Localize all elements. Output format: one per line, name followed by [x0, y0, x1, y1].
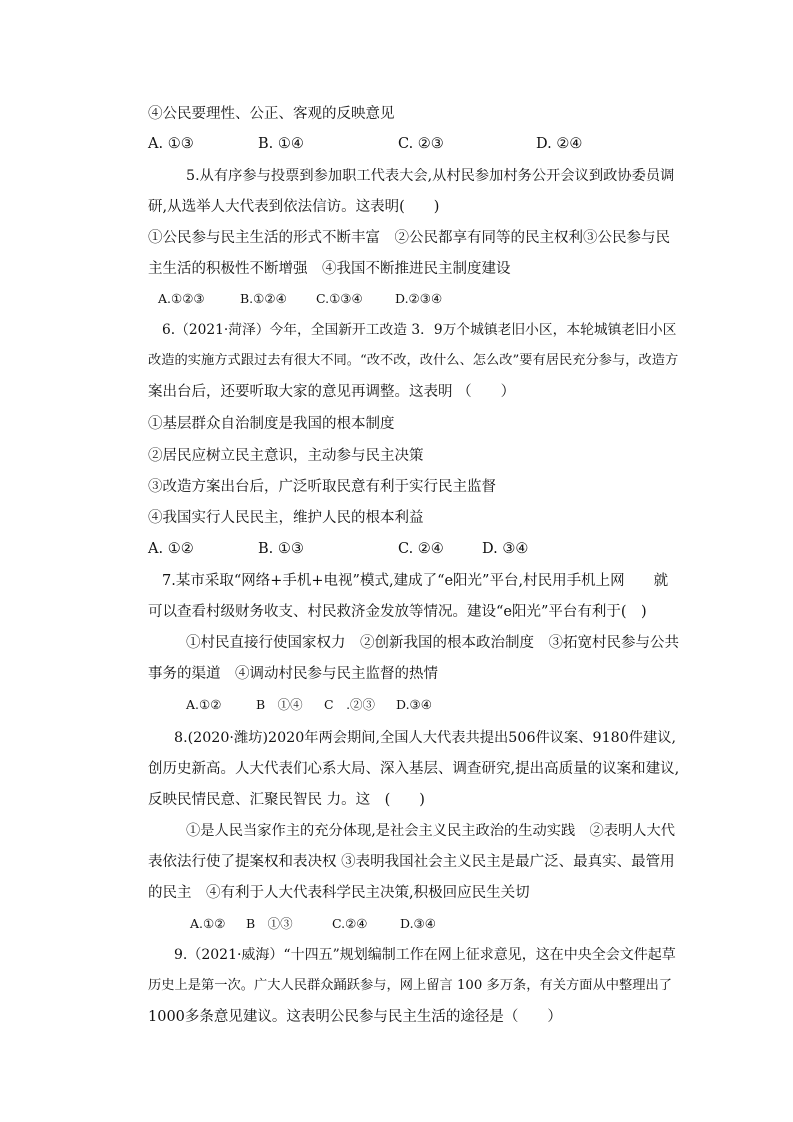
q5-option-a: A.①②③: [158, 291, 205, 306]
q4-option-d: D. ②④: [536, 136, 583, 152]
q8-stem-line-3: 反映民情民意、汇聚民智民 力。这 ( ): [148, 792, 425, 808]
q6-statement-4: ④我国实行人民民主，维护人民的根本利益: [148, 510, 424, 526]
q7-statements-line-1: ①村民直接行使国家权力 ②创新我国的根本政治制度 ③拓宽村民参与公共: [186, 635, 679, 651]
q8-statements-line-3: 的民主 ④有利于人大代表科学民主决策,积极回应民生关切: [148, 885, 530, 901]
q9-stem-line-2: 历史上是第一次。广大人民群众踊跃参与，网上留言 100 多万条，有关方面从中整理出了: [148, 978, 672, 993]
q7-option-b: B ①④: [256, 697, 303, 712]
q6-stem-line-1: 6.（2021·菏泽）今年，全国新开工改造 3．9万个城镇老旧小区，本轮城镇老旧小区: [162, 322, 677, 338]
q8-option-c: C.②④: [332, 916, 368, 931]
q8-option-d: D.③④: [400, 916, 436, 931]
q8-stem-line-1: 8.(2020·潍坊)2020年两会期间,全国人大代表共提出506件议案、9180件建议,: [174, 730, 677, 746]
q5-stem-line-2: 研,从选举人大代表到依法信访。这表明( ): [148, 199, 440, 215]
q5-statements-line-1: ①公民参与民主生活的形式不断丰富 ②公民都享有同等的民主权利③公民参与民: [148, 230, 670, 246]
q5-option-b: B.①②④: [240, 291, 287, 306]
q7-stem-line-2: 可以查看村级财务收支、村民救济金发放等情况。建设“e阳光”平台有利于( ): [148, 604, 647, 620]
q6-statement-2: ②居民应树立民主意识，主动参与民主决策: [148, 448, 424, 464]
q9-stem-line-3: 1000多条意见建议。这表明公民参与民主生活的途径是（ ）: [148, 1009, 562, 1025]
q4-statement-4: ④公民要理性、公正、客观的反映意见: [148, 106, 395, 122]
q8-stem-line-2: 创历史新高。人大代表们心系大局、深入基层、调查研究,提出高质量的议案和建议,: [148, 761, 680, 777]
q7-option-d: D.③④: [396, 697, 432, 712]
q6-option-d: D. ③④: [482, 541, 529, 557]
q8-statements-line-2: 表依法行使了提案权和表决权 ③表明我国社会主义民主是最广泛、最真实、最管用: [148, 854, 675, 870]
q6-statement-3: ③改造方案出台后，广泛听取民意有利于实行民主监督: [148, 479, 496, 495]
q6-option-c: C. ②④: [398, 541, 444, 557]
q7-stem-line-1: 7.某市采取“网络+手机+电视”模式,建成了“e阳光”平台,村民用手机上网 就: [162, 573, 669, 589]
q6-stem-line-3: 案出台后，还要听取大家的意见再调整。这表明 （ ）: [148, 384, 516, 400]
q7-statements-line-2: 事务的渠道 ④调动村民参与民主监督的热情: [148, 666, 438, 682]
q8-statements-line-1: ①是人民当家作主的充分体现,是社会主义民主政治的生动实践 ②表明人大代: [186, 823, 676, 839]
q8-option-a: A.①②: [190, 916, 226, 931]
q7-option-a: A.①②: [186, 697, 222, 712]
q5-option-d: D.②③④: [395, 291, 443, 306]
q4-option-a: A. ①③: [148, 136, 194, 152]
q6-stem-line-2: 改造的实施方式跟过去有很大不同。“改不改，改什么、怎么改”要有居民充分参与，改造方: [148, 353, 679, 368]
q7-option-c: C .②③: [324, 697, 376, 712]
q5-stem-line-1: 5.从有序参与投票到参加职工代表大会,从村民参加村务公开会议到政协委员调: [186, 168, 675, 184]
q4-option-b: B. ①④: [258, 136, 304, 152]
q8-option-b: B ①③: [246, 916, 293, 931]
q6-statement-1: ①基层群众自治制度是我国的根本制度: [148, 416, 395, 432]
q9-stem-line-1: 9.（2021·威海）“十四五”规划编制工作在网上征求意见，这在中央全会文件起草: [174, 947, 676, 963]
q5-statements-line-2: 主生活的积极性不断增强 ④我国不断推进民主制度建设: [148, 261, 511, 277]
q6-option-a: A. ①②: [148, 541, 194, 557]
q5-option-c: C.①③④: [316, 291, 363, 306]
q6-option-b: B. ①③: [258, 541, 304, 557]
q4-option-c: C. ②③: [398, 136, 444, 152]
